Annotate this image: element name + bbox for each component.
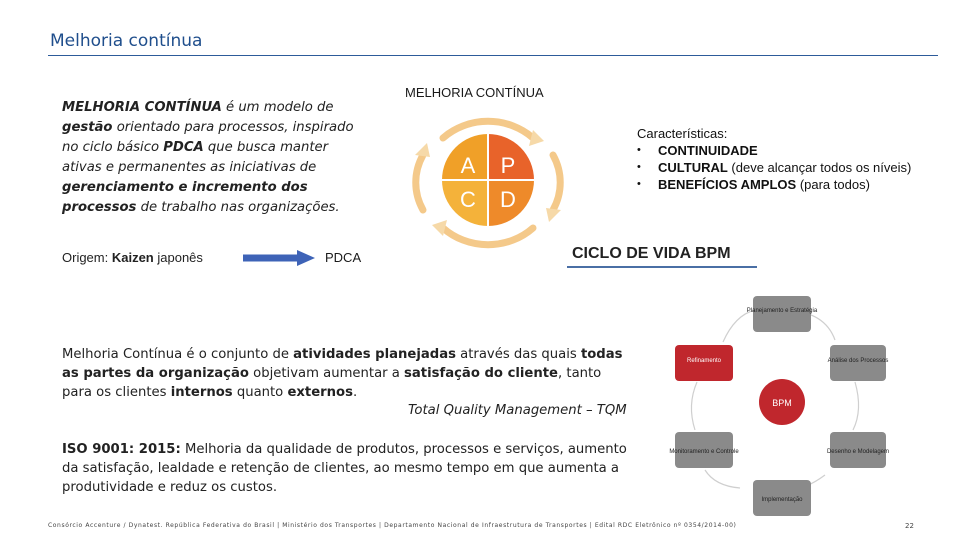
- tqm-text-3: objetivam aumentar a: [248, 366, 405, 381]
- bpm-lifecycle-diagram: [665, 290, 900, 520]
- quadrant-d-letter: D: [500, 187, 516, 212]
- item-strong: BENEFÍCIOS AMPLOS: [658, 177, 797, 192]
- tqm-text-1: Melhoria Contínua é o conjunto de: [62, 347, 294, 362]
- tqm-paragraph: [62, 345, 632, 402]
- item-strong: CONTINUIDADE: [658, 143, 758, 158]
- intro-bold-1: gestão: [62, 120, 113, 135]
- quadrant-p-letter: P: [500, 153, 516, 178]
- quadrant-a-letter: A: [460, 153, 476, 178]
- bpm-title: CICLO DE VIDA BPM: [572, 245, 731, 262]
- iso-bold: ISO 9001: 2015:: [62, 442, 181, 457]
- origin-keyword: Kaizen: [111, 250, 154, 265]
- tqm-text-5: quanto: [232, 385, 288, 400]
- quadrant-c-letter: C: [460, 187, 476, 212]
- characteristics-list: [637, 142, 911, 193]
- tqm-text-4: , tanto para os clientes: [62, 366, 602, 400]
- origin-label: Origem:: [62, 250, 112, 265]
- bpm-node-analise-label: Análise dos Processos: [827, 358, 889, 364]
- intro-text-1: é um modelo de: [221, 100, 334, 115]
- tqm-bold-2: todas as partes da organização: [62, 347, 623, 381]
- iso-text: Melhoria da qualidade de produtos, processos e serviços, aumento da satisfação, lealdade e retenção de clientes, ao mesmo tempo em que aumenta a produtividade e reduz os custos.: [62, 442, 627, 495]
- tqm-bold-4: internos: [170, 385, 233, 400]
- tqm-bold-3: satisfação do cliente: [404, 366, 559, 381]
- characteristics-heading: Características:: [637, 126, 728, 141]
- iso-paragraph: [62, 440, 632, 497]
- cycle-heading: MELHORIA CONTÍNUA: [405, 85, 544, 100]
- tqm-text-2: através das quais: [455, 347, 581, 362]
- origin-line: [62, 250, 203, 265]
- bpm-node-planejamento-label: Planejamento e Estratégia: [746, 308, 818, 314]
- intro-paragraph: [62, 98, 362, 218]
- tqm-bold-5: externos: [287, 385, 353, 400]
- bpm-node-desenho-label: Desenho e Modelagem: [826, 449, 890, 455]
- item-strong: CULTURAL: [658, 160, 728, 175]
- intro-text-4: de trabalho nas organizações.: [136, 200, 340, 215]
- page-number: 22: [905, 522, 914, 530]
- origin-rest: japonês: [153, 250, 203, 265]
- pdca-label: PDCA: [325, 250, 362, 265]
- list-item: [637, 176, 911, 193]
- intro-bold-2: PDCA: [163, 140, 204, 155]
- bpm-center-label: BPM: [772, 398, 792, 408]
- bpm-node-monitoramento-label: Monitoramento e Controle: [669, 449, 739, 455]
- bpm-node-implementacao-label: Implementação: [761, 497, 803, 503]
- intro-bold-3: gerenciamento e incremento dos processos: [62, 180, 308, 215]
- list-item: [637, 159, 911, 176]
- item-rest: (para todos): [796, 177, 870, 192]
- intro-text-2: orientado para processos, inspirado no ciclo básico: [62, 120, 354, 155]
- intro-term: MELHORIA CONTÍNUA: [62, 100, 222, 115]
- tqm-bold-1: atividades planejadas: [293, 347, 456, 362]
- bpm-node-planejamento: [753, 296, 811, 332]
- bpm-node-refinamento-label: Refinamento: [686, 358, 722, 364]
- intro-text-3: que busca manter ativas e permanentes as iniciativas de: [62, 140, 329, 175]
- arrow-right-icon: [243, 250, 315, 266]
- list-item: [637, 142, 911, 159]
- slide-title: Melhoria contínua: [50, 31, 203, 51]
- tqm-label: Total Quality Management – TQM: [408, 403, 627, 418]
- title-divider: [48, 55, 938, 56]
- characteristics-block: [637, 125, 911, 193]
- slide-footer: Consórcio Accenture / Dynatest. República Federativa do Brasil | Ministério dos Transportes | Departamento Nacional de Infraestrutura de Transportes | Edital RDC Eletrônico nº 0354/2014-00): [48, 522, 737, 529]
- tqm-text-6: .: [352, 385, 358, 400]
- pdca-cycle-diagram: [398, 110, 578, 250]
- bpm-title-underline: [567, 266, 757, 268]
- item-rest: (deve alcançar todos os níveis): [727, 160, 912, 175]
